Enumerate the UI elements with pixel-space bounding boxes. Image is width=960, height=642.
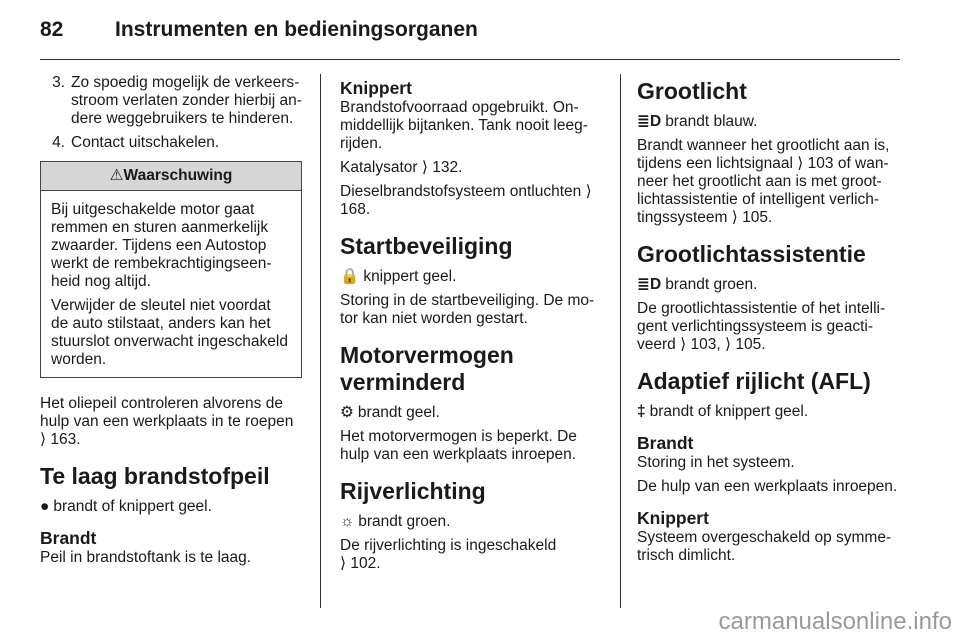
paragraph: Het motorvermogen is beperkt. De hulp van een werkplaats inroepen. — [340, 428, 577, 463]
paragraph: Systeem overgeschakeld op symmetrisch dimlicht. — [637, 529, 892, 564]
paragraph: Peil in brandstoftank is te laag. — [40, 549, 252, 566]
page-reference[interactable]: 103, — [690, 336, 721, 353]
indicator-line — [340, 404, 605, 422]
reference-arrow-icon: ⟩ — [421, 159, 428, 176]
indicator-text: knippert geel. — [363, 268, 457, 285]
oil-text: Het oliepeil controleren alvorens de hulp van een werkplaats in te roepen — [40, 395, 294, 430]
reference-arrow-icon: ⟩ — [797, 155, 804, 172]
indicator-text: brandt groen. — [358, 513, 451, 530]
paragraph: Storing in de startbeveiliging. De motor kan niet worden gestart. — [340, 292, 595, 327]
section-heading: Grootlicht — [637, 78, 747, 104]
column-divider — [320, 74, 321, 608]
section-heading: Startbeveiliging — [340, 233, 513, 259]
indicator-line — [637, 276, 905, 294]
column-left — [40, 74, 302, 573]
warning-paragraph: Bij uitgeschakelde motor gaat remmen en sturen aanmerkelijk zwaarder. Tijdens een Autostop werkt de rembekrachtigingseenheid nog altijd. — [51, 201, 272, 290]
drl-text: De rijverlichting is ingeschakeld — [340, 537, 557, 554]
indicator-line — [340, 513, 605, 531]
reference-arrow-icon: ⟩ — [724, 336, 732, 353]
warning-box — [40, 161, 302, 378]
column-right — [637, 74, 905, 571]
header-rule — [40, 59, 900, 60]
section-heading: Te laag brandstofpeil — [40, 463, 270, 489]
page-reference[interactable]: 163. — [50, 431, 81, 448]
afl-icon: ‡ — [637, 403, 646, 420]
warning-body — [41, 191, 301, 377]
page-reference[interactable]: 102. — [350, 555, 381, 572]
page-reference[interactable]: 132. — [432, 159, 463, 176]
page-header — [40, 14, 918, 54]
paragraph — [340, 159, 605, 177]
paragraph: De hulp van een werkplaats inroepen. — [637, 478, 898, 495]
reference-arrow-icon: ⟩ — [680, 336, 687, 353]
reference-arrow-icon: ⟩ — [40, 431, 47, 448]
section-heading: Rijverlichting — [340, 478, 486, 504]
indicator-line — [637, 113, 905, 131]
indicator-text: brandt geel. — [357, 404, 440, 421]
list-item — [40, 134, 302, 152]
sub-heading: Brandt — [40, 528, 97, 548]
watermark: carmanualsonline.info — [718, 608, 952, 635]
hba-text: De grootlichtassistentie of het intelligent verlichtingssysteem is geactiveerd — [637, 300, 886, 353]
indicator-line — [637, 403, 905, 421]
high-beam-assist-icon: ≣D — [637, 276, 662, 293]
catalyst-text: Katalysator — [340, 159, 418, 176]
hb-text-cont: 103 of wanneer het grootlicht aan is met grootlichtassistentie of intelligent verlichtingssysteem — [637, 155, 889, 226]
list-text: Contact uitschakelen. — [71, 134, 220, 151]
reference-arrow-icon: ⟩ — [731, 209, 738, 226]
list-item — [40, 74, 302, 128]
indicator-text: brandt groen. — [665, 276, 758, 293]
page-reference[interactable]: 105. — [742, 209, 773, 226]
paragraph — [40, 395, 302, 449]
paragraph — [340, 537, 605, 573]
section-heading: Grootlichtassistentie — [637, 241, 866, 267]
engine-power-icon: ⚙ — [340, 404, 354, 421]
sub-heading: Knippert — [637, 508, 709, 528]
warning-icon: ⚠ — [109, 167, 124, 184]
fuel-indicator-icon: ● — [40, 498, 50, 515]
reference-arrow-icon: ⟩ — [340, 555, 347, 572]
paragraph: Storing in het systeem. — [637, 454, 795, 471]
paragraph — [340, 183, 605, 219]
page-reference[interactable]: 105. — [735, 336, 766, 353]
column-divider — [620, 74, 621, 608]
paragraph — [637, 137, 905, 227]
list-number: 4. — [52, 134, 65, 151]
warning-paragraph: Verwijder de sleutel niet voordat de auto stilstaat, anders kan het stuurslot onverwacht ingeschakeld worden. — [51, 297, 288, 368]
page-title: Instrumenten en bedieningsorganen — [115, 18, 478, 41]
page-number: 82 — [40, 18, 64, 41]
warning-header — [41, 162, 301, 191]
sub-heading: Brandt — [637, 433, 694, 453]
diesel-text: Dieselbrandstofsysteem ontluchten — [340, 183, 582, 200]
indicator-text: brandt of knippert geel. — [53, 498, 212, 515]
daytime-lights-icon: ☼ — [340, 513, 355, 530]
immobiliser-icon: 🔒 — [340, 268, 360, 285]
hb-text: Brandt wanneer het grootlicht aan is, tijdens een lichtsignaal — [637, 137, 890, 172]
indicator-text: brandt blauw. — [665, 113, 758, 130]
indicator-line — [340, 268, 605, 286]
indicator-line — [40, 498, 302, 516]
sub-heading: Knippert — [340, 78, 412, 98]
list-text: Zo spoedig mogelijk de verkeersstroom verlaten zonder hierbij andere weggebruikers te hinderen. — [71, 74, 302, 127]
section-heading: Motorvermogen verminderd — [340, 342, 514, 395]
paragraph: Brandstofvoorraad opgebruikt. Onmiddellijk bijtanken. Tank nooit leegrijden. — [340, 99, 588, 152]
paragraph — [637, 300, 905, 354]
page-reference[interactable]: 168. — [340, 201, 371, 218]
section-heading: Adaptief rijlicht (AFL) — [637, 368, 871, 394]
reference-arrow-icon: ⟩ — [585, 183, 592, 200]
indicator-text: brandt of knippert geel. — [649, 403, 809, 420]
column-middle — [340, 74, 605, 579]
warning-title: Waarschuwing — [123, 167, 233, 184]
high-beam-icon: ≣D — [637, 113, 662, 130]
list-number: 3. — [52, 74, 65, 91]
